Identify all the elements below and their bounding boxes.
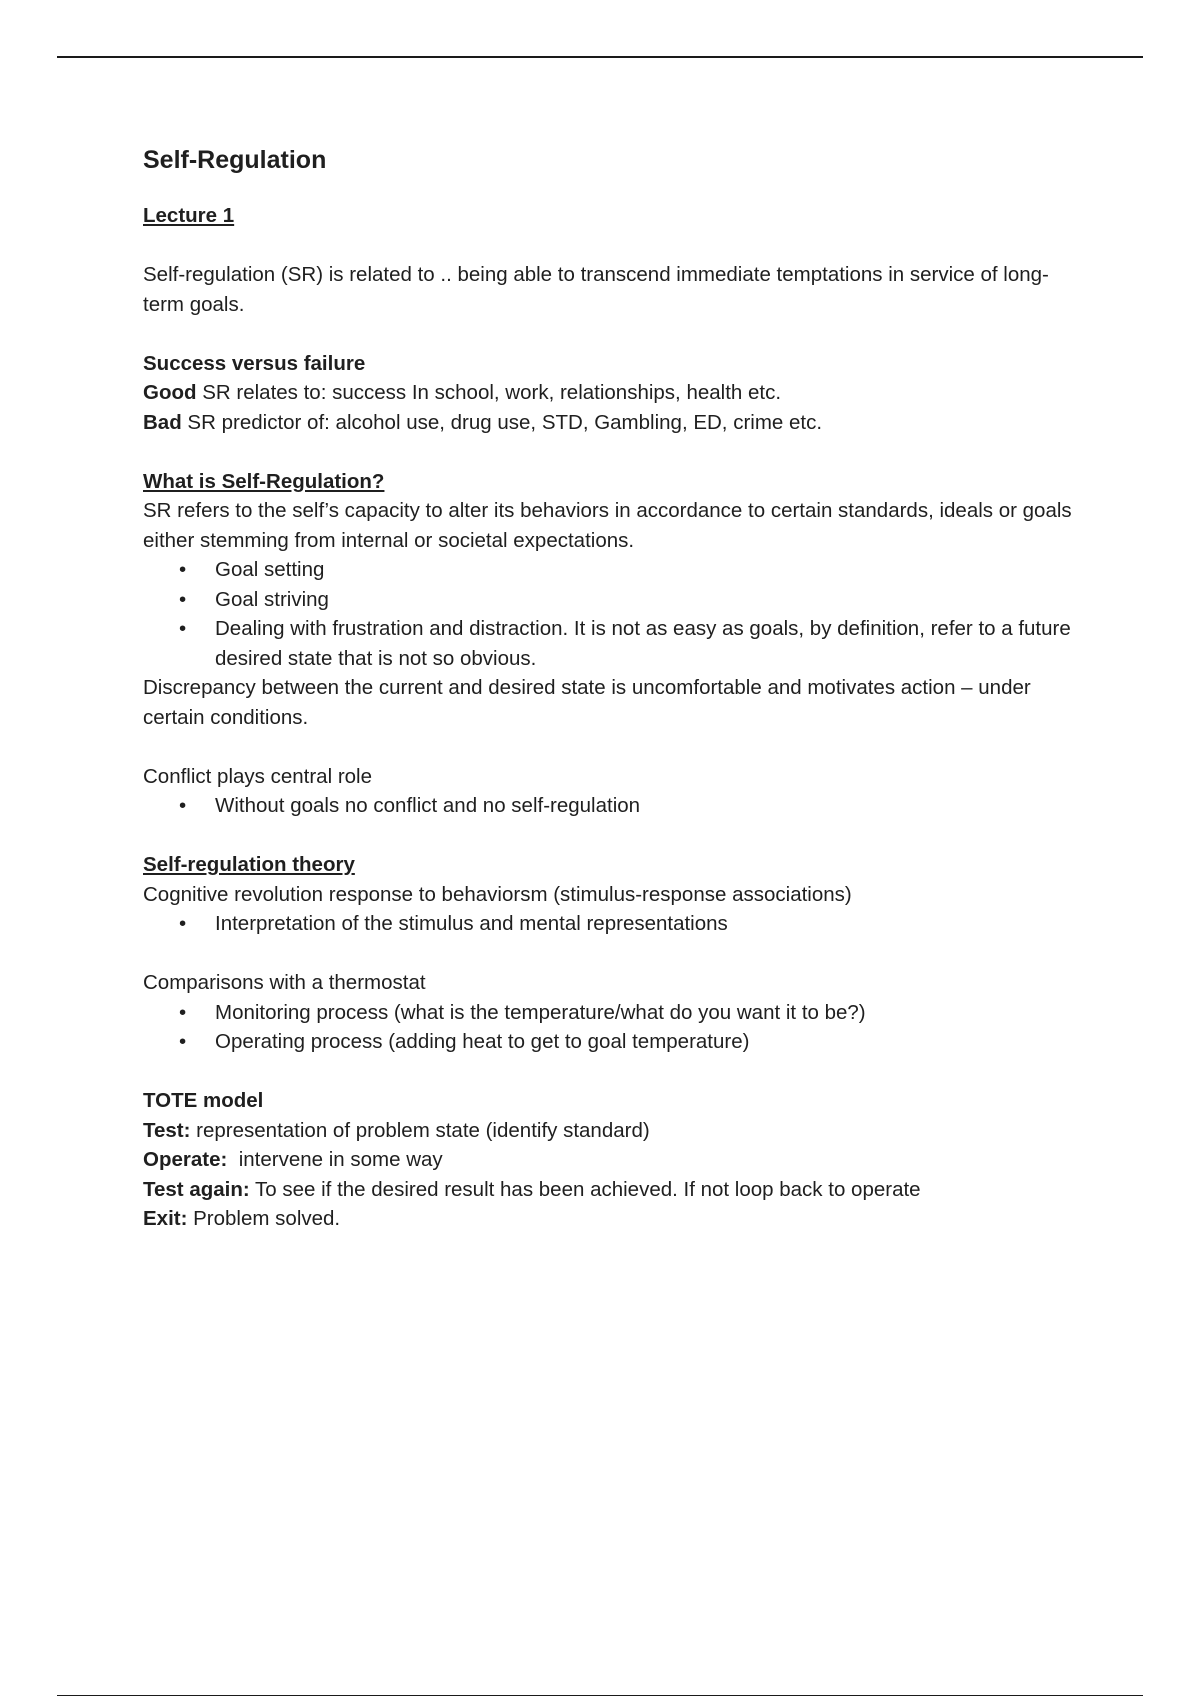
list-item: • Interpretation of the stimulus and mental representations [215, 909, 1073, 939]
tote-operate: Operate: intervene in some way [143, 1148, 443, 1171]
conflict-list [143, 791, 1073, 821]
list-item: • Operating process (adding heat to get to goal temperature) [215, 1027, 1073, 1057]
thermostat-paragraph: Comparisons with a thermostat [143, 971, 426, 994]
lecture-heading: Lecture 1 [143, 204, 235, 227]
theory-paragraph: Cognitive revolution response to behaviorsm (stimulus-response associations) [143, 882, 852, 906]
definition-paragraph: SR refers to the self’s capacity to alter its behaviors in accordance to certain standards, ideals or goals either stemming from internal or societal expectations. [143, 499, 1072, 552]
theory-heading: Self-regulation theory [143, 853, 355, 876]
theory-list [143, 909, 1073, 939]
tote-heading: TOTE model [143, 1089, 264, 1112]
tote-test-again: Test again: To see if the desired result has been achieved. If not loop back to operate [143, 1177, 921, 1201]
tote-test: Test: representation of problem state (identify standard) [143, 1118, 650, 1142]
success-heading: Success versus failure [143, 351, 366, 375]
top-rule [57, 56, 1143, 58]
list-item: • Goal setting [215, 555, 1073, 585]
bottom-rule [57, 1695, 1143, 1696]
document-body [143, 143, 1073, 1234]
what-heading: What is Self-Regulation? [143, 469, 385, 493]
bad-line: Bad SR predictor of: alcohol use, drug use, STD, Gambling, ED, crime etc. [143, 410, 823, 434]
document-title: Self-Regulation [143, 146, 327, 174]
list-item: • Goal striving [215, 585, 1073, 615]
tote-exit: Exit: Problem solved. [143, 1207, 341, 1230]
list-item: • Without goals no conflict and no self-regulation [215, 791, 1073, 821]
intro-paragraph: Self-regulation (SR) is related to .. being able to transcend immediate temptations in service of long-term goals. [143, 263, 1049, 316]
good-line: Good SR relates to: success In school, work, relationships, health etc. [143, 381, 782, 404]
discrepancy-paragraph: Discrepancy between the current and desired state is uncomfortable and motivates action – under certain conditions. [143, 676, 1031, 729]
conflict-paragraph: Conflict plays central role [143, 764, 373, 788]
thermostat-list [143, 998, 1073, 1057]
what-list [143, 555, 1073, 673]
list-item: • Dealing with frustration and distraction. It is not as easy as goals, by definition, refer to a future desired state that is not so obvious. [215, 614, 1073, 673]
list-item: • Monitoring process (what is the temperature/what do you want it to be?) [215, 998, 1073, 1028]
